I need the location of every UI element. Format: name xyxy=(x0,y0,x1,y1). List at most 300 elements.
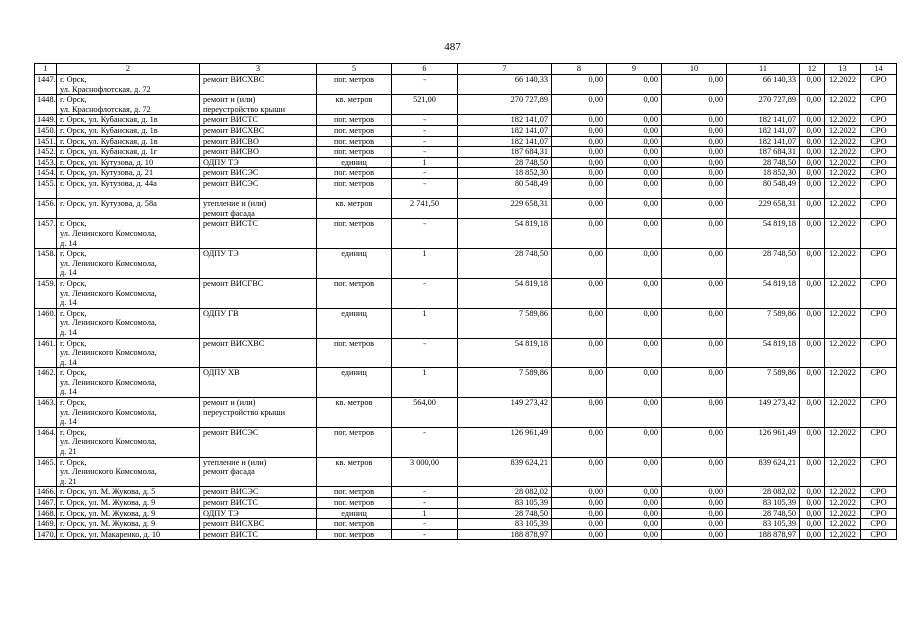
cost-cell: 0,00 xyxy=(662,308,727,338)
quantity-cell: - xyxy=(392,219,458,249)
period-cell: 12.2022 xyxy=(825,487,861,498)
cost-cell: 83 105,39 xyxy=(727,498,800,509)
column-header: 1 xyxy=(35,64,57,75)
total-cost-cell: 28 748,50 xyxy=(458,249,552,279)
work-type-cell xyxy=(200,125,317,136)
period-cell: 12.2022 xyxy=(825,125,861,136)
row-number: 1470. xyxy=(35,529,57,540)
work-type-cell xyxy=(200,219,317,249)
work-type-cell xyxy=(200,427,317,457)
address-cell-line: д. 21 xyxy=(60,476,77,486)
work-type-cell xyxy=(200,157,317,168)
address-cell xyxy=(57,529,200,540)
table-row xyxy=(35,487,897,498)
row-number: 1450. xyxy=(35,125,57,136)
total-cost-cell: 83 105,39 xyxy=(458,498,552,509)
cost-cell: 0,00 xyxy=(662,125,727,136)
address-cell-line: г. Орск, xyxy=(60,368,87,378)
work-type-cell-line: ОДПУ ТЭ xyxy=(203,508,239,518)
cost-cell: 0,00 xyxy=(552,368,607,398)
period-cell: 12.2022 xyxy=(825,457,861,487)
unit-cell: кв. метров xyxy=(317,398,392,428)
cost-cell: 0,00 xyxy=(662,508,727,519)
funding-cell: СРО xyxy=(861,219,897,249)
quantity-cell: 1 xyxy=(392,249,458,279)
cost-cell: 0,00 xyxy=(662,498,727,509)
address-cell-line: д. 14 xyxy=(60,298,77,308)
cost-cell: 7 589,86 xyxy=(727,308,800,338)
address-cell-line: г. Орск, xyxy=(60,398,87,408)
work-type-cell-line: ремонт ВИСХВС xyxy=(203,338,265,348)
address-cell xyxy=(57,199,200,219)
cost-cell: 0,00 xyxy=(607,278,662,308)
work-type-cell-line: ремонт ВИСТС xyxy=(203,115,259,125)
work-type-cell xyxy=(200,75,317,95)
period-cell: 12.2022 xyxy=(825,278,861,308)
table-row xyxy=(35,498,897,509)
period-cell: 12.2022 xyxy=(825,498,861,509)
cost-cell: 0,00 xyxy=(607,308,662,338)
address-cell-line: д. 14 xyxy=(60,417,77,427)
cost-cell: 0,00 xyxy=(552,529,607,540)
address-cell-line: ул. Краснофлотская, д. 72 xyxy=(60,84,151,94)
table-row xyxy=(35,508,897,519)
cost-cell: 0,00 xyxy=(607,75,662,95)
unit-cell: кв. метров xyxy=(317,457,392,487)
cost-cell: 0,00 xyxy=(552,508,607,519)
cost-cell: 0,00 xyxy=(552,457,607,487)
period-cell: 12.2022 xyxy=(825,199,861,219)
table-row xyxy=(35,115,897,126)
cost-cell: 0,00 xyxy=(800,115,825,126)
cost-cell: 188 878,97 xyxy=(727,529,800,540)
address-cell xyxy=(57,157,200,168)
work-type-cell-line: утепление и (или) xyxy=(203,457,267,467)
address-cell-line: д. 14 xyxy=(60,387,77,397)
cost-cell: 0,00 xyxy=(552,398,607,428)
cost-cell: 182 141,07 xyxy=(727,125,800,136)
cost-cell: 66 140,33 xyxy=(727,75,800,95)
address-cell xyxy=(57,498,200,509)
address-cell xyxy=(57,487,200,498)
quantity-cell: 3 000,00 xyxy=(392,457,458,487)
address-cell-line: г. Орск, xyxy=(60,75,87,84)
total-cost-cell: 66 140,33 xyxy=(458,75,552,95)
period-cell: 12.2022 xyxy=(825,75,861,95)
cost-cell: 0,00 xyxy=(552,308,607,338)
cost-cell: 0,00 xyxy=(662,368,727,398)
total-cost-cell: 839 624,21 xyxy=(458,457,552,487)
address-cell-line: г. Орск, ул. М. Жукова, д. 5 xyxy=(60,487,156,497)
work-type-cell-line: ремонт ВИСЭС xyxy=(203,427,259,437)
work-type-cell-line: ремонт ВИСЭС xyxy=(203,168,259,178)
address-cell-line: г. Орск, ул. Кутузова, д. 44а xyxy=(60,178,157,188)
address-cell xyxy=(57,178,200,198)
row-number: 1447. xyxy=(35,75,57,95)
work-type-cell xyxy=(200,115,317,126)
total-cost-cell: 28 748,50 xyxy=(458,508,552,519)
column-header: 14 xyxy=(861,64,897,75)
cost-cell: 0,00 xyxy=(552,498,607,509)
unit-cell: единиц xyxy=(317,368,392,398)
cost-cell: 0,00 xyxy=(552,219,607,249)
row-number: 1454. xyxy=(35,168,57,179)
cost-cell: 0,00 xyxy=(552,115,607,126)
total-cost-cell: 7 589,86 xyxy=(458,308,552,338)
cost-cell: 0,00 xyxy=(607,398,662,428)
cost-cell: 0,00 xyxy=(800,249,825,279)
total-cost-cell: 149 273,42 xyxy=(458,398,552,428)
work-type-cell-line: ремонт и (или) xyxy=(203,398,256,408)
address-cell xyxy=(57,368,200,398)
address-cell-line: г. Орск, xyxy=(60,249,87,259)
address-cell-line: г. Орск, xyxy=(60,219,87,229)
table-row xyxy=(35,278,897,308)
work-type-cell-line: ОДПУ ГВ xyxy=(203,308,239,318)
address-cell-line: г. Орск, xyxy=(60,95,87,105)
funding-cell: СРО xyxy=(861,427,897,457)
quantity-cell: - xyxy=(392,125,458,136)
address-cell-line: г. Орск, ул. Кубанская, д. 1в xyxy=(60,136,158,146)
cost-cell: 0,00 xyxy=(607,157,662,168)
row-number: 1461. xyxy=(35,338,57,368)
address-cell-line xyxy=(60,189,196,199)
unit-cell: пог. метров xyxy=(317,427,392,457)
unit-cell: пог. метров xyxy=(317,115,392,126)
address-cell xyxy=(57,115,200,126)
total-cost-cell: 7 589,86 xyxy=(458,368,552,398)
cost-cell: 7 589,86 xyxy=(727,368,800,398)
row-number: 1459. xyxy=(35,278,57,308)
cost-cell: 229 658,31 xyxy=(727,199,800,219)
address-cell-line: д. 14 xyxy=(60,238,77,248)
funding-cell: СРО xyxy=(861,75,897,95)
column-header: 13 xyxy=(825,64,861,75)
quantity-cell: 1 xyxy=(392,157,458,168)
cost-cell: 0,00 xyxy=(662,249,727,279)
quantity-cell: - xyxy=(392,168,458,179)
cost-cell: 28 748,50 xyxy=(727,508,800,519)
repair-program-table xyxy=(34,63,897,540)
address-cell xyxy=(57,508,200,519)
cost-cell: 0,00 xyxy=(800,457,825,487)
row-number: 1460. xyxy=(35,308,57,338)
unit-cell: пог. метров xyxy=(317,529,392,540)
column-header: 8 xyxy=(552,64,607,75)
work-type-cell xyxy=(200,398,317,428)
cost-cell: 0,00 xyxy=(662,157,727,168)
row-number: 1465. xyxy=(35,457,57,487)
address-cell-line: ул. Ленинского Комсомола, xyxy=(60,437,157,447)
table-row xyxy=(35,199,897,219)
column-header: 3 xyxy=(200,64,317,75)
cost-cell: 83 105,39 xyxy=(727,519,800,530)
work-type-cell xyxy=(200,368,317,398)
quantity-cell: 1 xyxy=(392,308,458,338)
table-row xyxy=(35,427,897,457)
address-cell xyxy=(57,136,200,147)
address-cell-line: ул. Ленинского Комсомола, xyxy=(60,348,157,358)
cost-cell: 0,00 xyxy=(552,199,607,219)
row-number: 1469. xyxy=(35,519,57,530)
cost-cell: 0,00 xyxy=(607,338,662,368)
cost-cell: 0,00 xyxy=(662,427,727,457)
total-cost-cell: 229 658,31 xyxy=(458,199,552,219)
work-type-cell-line: ремонт ВИСХВС xyxy=(203,125,265,135)
total-cost-cell: 187 684,31 xyxy=(458,147,552,158)
table-row xyxy=(35,249,897,279)
address-cell-line: г. Орск, ул. Кутузова, д. 58а xyxy=(60,199,157,209)
work-type-cell-line: ремонт ВИСХВС xyxy=(203,519,265,529)
total-cost-cell: 28 748,50 xyxy=(458,157,552,168)
work-type-cell xyxy=(200,519,317,530)
cost-cell: 187 684,31 xyxy=(727,147,800,158)
work-type-cell xyxy=(200,147,317,158)
cost-cell: 0,00 xyxy=(607,487,662,498)
work-type-cell xyxy=(200,95,317,115)
work-type-cell-line: ремонт ВИСГВС xyxy=(203,278,264,288)
cost-cell: 28 748,50 xyxy=(727,249,800,279)
cost-cell: 0,00 xyxy=(662,136,727,147)
work-type-cell xyxy=(200,308,317,338)
cost-cell: 0,00 xyxy=(607,136,662,147)
table-row xyxy=(35,398,897,428)
cost-cell: 0,00 xyxy=(552,278,607,308)
cost-cell: 0,00 xyxy=(662,529,727,540)
period-cell: 12.2022 xyxy=(825,338,861,368)
cost-cell: 0,00 xyxy=(800,278,825,308)
total-cost-cell: 182 141,07 xyxy=(458,125,552,136)
cost-cell: 0,00 xyxy=(800,147,825,158)
cost-cell: 182 141,07 xyxy=(727,115,800,126)
address-cell-line: г. Орск, ул. М. Жукова, д. 9 xyxy=(60,519,156,529)
unit-cell: пог. метров xyxy=(317,498,392,509)
period-cell: 12.2022 xyxy=(825,519,861,530)
unit-cell: пог. метров xyxy=(317,519,392,530)
cost-cell: 0,00 xyxy=(800,125,825,136)
row-number: 1462. xyxy=(35,368,57,398)
period-cell: 12.2022 xyxy=(825,136,861,147)
work-type-cell-line: утепление и (или) xyxy=(203,199,267,209)
cost-cell: 0,00 xyxy=(607,508,662,519)
work-type-cell-line: ремонт фасада xyxy=(203,208,255,218)
unit-cell: пог. метров xyxy=(317,75,392,95)
cost-cell: 28 082,02 xyxy=(727,487,800,498)
row-number: 1452. xyxy=(35,147,57,158)
funding-cell: СРО xyxy=(861,157,897,168)
cost-cell: 0,00 xyxy=(662,178,727,198)
table-row xyxy=(35,338,897,368)
total-cost-cell: 80 548,49 xyxy=(458,178,552,198)
work-type-cell xyxy=(200,136,317,147)
address-cell xyxy=(57,249,200,279)
unit-cell: кв. метров xyxy=(317,199,392,219)
funding-cell: СРО xyxy=(861,368,897,398)
cost-cell: 0,00 xyxy=(607,427,662,457)
cost-cell: 0,00 xyxy=(552,95,607,115)
quantity-cell: 2 741,50 xyxy=(392,199,458,219)
address-cell-line: г. Орск, ул. Кубанская, д. 1в xyxy=(60,125,158,135)
cost-cell: 0,00 xyxy=(552,75,607,95)
cost-cell: 54 819,18 xyxy=(727,278,800,308)
work-type-cell xyxy=(200,338,317,368)
work-type-cell xyxy=(200,487,317,498)
cost-cell: 0,00 xyxy=(607,519,662,530)
cost-cell: 0,00 xyxy=(607,219,662,249)
cost-cell: 0,00 xyxy=(607,368,662,398)
row-number: 1449. xyxy=(35,115,57,126)
address-cell-line: ул. Ленинского Комсомола, xyxy=(60,377,157,387)
quantity-cell: - xyxy=(392,278,458,308)
address-cell xyxy=(57,398,200,428)
cost-cell: 149 273,42 xyxy=(727,398,800,428)
column-header: 7 xyxy=(458,64,552,75)
column-header: 12 xyxy=(800,64,825,75)
cost-cell: 839 624,21 xyxy=(727,457,800,487)
address-cell-line: д. 14 xyxy=(60,357,77,367)
total-cost-cell: 28 082,02 xyxy=(458,487,552,498)
work-type-cell-line: ремонт фасада xyxy=(203,467,255,477)
address-cell-line: ул. Ленинского Комсомола, xyxy=(60,467,157,477)
total-cost-cell: 270 727,89 xyxy=(458,95,552,115)
quantity-cell: - xyxy=(392,487,458,498)
address-cell-line: г. Орск, ул. М. Жукова, д. 9 xyxy=(60,498,156,508)
address-cell-line: д. 14 xyxy=(60,327,77,337)
address-cell-line: ул. Ленинского Комсомола, xyxy=(60,258,157,268)
unit-cell: пог. метров xyxy=(317,219,392,249)
row-number: 1455. xyxy=(35,178,57,198)
work-type-cell-line: ремонт ВИСТС xyxy=(203,498,259,508)
unit-cell: пог. метров xyxy=(317,125,392,136)
row-number: 1456. xyxy=(35,199,57,219)
cost-cell: 126 961,49 xyxy=(727,427,800,457)
total-cost-cell: 54 819,18 xyxy=(458,338,552,368)
row-number: 1453. xyxy=(35,157,57,168)
period-cell: 12.2022 xyxy=(825,219,861,249)
work-type-cell-line: ОДПУ ТЭ xyxy=(203,249,239,259)
funding-cell: СРО xyxy=(861,95,897,115)
table-row xyxy=(35,308,897,338)
table-row xyxy=(35,147,897,158)
cost-cell: 270 727,89 xyxy=(727,95,800,115)
period-cell: 12.2022 xyxy=(825,529,861,540)
quantity-cell: - xyxy=(392,427,458,457)
table-header xyxy=(35,64,897,75)
period-cell: 12.2022 xyxy=(825,398,861,428)
period-cell: 12.2022 xyxy=(825,95,861,115)
work-type-cell-line: ремонт и (или) xyxy=(203,95,256,105)
column-header: 11 xyxy=(727,64,800,75)
column-header: 5 xyxy=(317,64,392,75)
work-type-cell xyxy=(200,498,317,509)
unit-cell: пог. метров xyxy=(317,136,392,147)
cost-cell: 80 548,49 xyxy=(727,178,800,198)
cost-cell: 0,00 xyxy=(662,278,727,308)
address-cell-line: г. Орск, ул. Кутузова, д. 21 xyxy=(60,168,154,178)
address-cell xyxy=(57,338,200,368)
work-type-cell-line: ремонт ВИСТС xyxy=(203,219,259,229)
total-cost-cell: 182 141,07 xyxy=(458,136,552,147)
address-cell xyxy=(57,308,200,338)
quantity-cell: - xyxy=(392,338,458,368)
row-number: 1464. xyxy=(35,427,57,457)
total-cost-cell: 188 878,97 xyxy=(458,529,552,540)
unit-cell: единиц xyxy=(317,508,392,519)
unit-cell: единиц xyxy=(317,249,392,279)
work-type-cell-line: переустройство крыши xyxy=(203,104,286,114)
unit-cell: пог. метров xyxy=(317,487,392,498)
row-number: 1463. xyxy=(35,398,57,428)
address-cell-line: ул. Ленинского Комсомола, xyxy=(60,288,157,298)
address-cell xyxy=(57,278,200,308)
work-type-cell-line: ремонт ВИСВО xyxy=(203,136,259,146)
unit-cell: пог. метров xyxy=(317,178,392,198)
cost-cell: 28 748,50 xyxy=(727,157,800,168)
cost-cell: 54 819,18 xyxy=(727,219,800,249)
address-cell-line: г. Орск, ул. Кубанская, д. 1г xyxy=(60,147,158,157)
work-type-cell xyxy=(200,278,317,308)
address-cell-line: г. Орск, ул. Кутузова, д. 10 xyxy=(60,157,154,167)
cost-cell: 0,00 xyxy=(662,147,727,158)
address-cell xyxy=(57,125,200,136)
cost-cell: 0,00 xyxy=(662,398,727,428)
cost-cell: 0,00 xyxy=(662,338,727,368)
funding-cell: СРО xyxy=(861,199,897,219)
table-body xyxy=(35,75,897,540)
funding-cell: СРО xyxy=(861,178,897,198)
cost-cell: 0,00 xyxy=(800,95,825,115)
period-cell: 12.2022 xyxy=(825,178,861,198)
cost-cell: 0,00 xyxy=(552,168,607,179)
cost-cell: 0,00 xyxy=(607,498,662,509)
cost-cell: 0,00 xyxy=(800,487,825,498)
work-type-cell-line: ремонт ВИСВО xyxy=(203,147,259,157)
quantity-cell: - xyxy=(392,178,458,198)
address-cell xyxy=(57,427,200,457)
cost-cell: 0,00 xyxy=(607,249,662,279)
cost-cell: 0,00 xyxy=(662,457,727,487)
cost-cell: 0,00 xyxy=(607,115,662,126)
period-cell: 12.2022 xyxy=(825,508,861,519)
cost-cell: 0,00 xyxy=(800,136,825,147)
cost-cell: 0,00 xyxy=(552,157,607,168)
table-row xyxy=(35,136,897,147)
address-cell-line: г. Орск, xyxy=(60,308,87,318)
total-cost-cell: 54 819,18 xyxy=(458,278,552,308)
row-number: 1448. xyxy=(35,95,57,115)
cost-cell: 0,00 xyxy=(607,178,662,198)
cost-cell: 0,00 xyxy=(662,219,727,249)
work-type-cell xyxy=(200,457,317,487)
work-type-cell-line: ремонт ВИСЭС xyxy=(203,178,259,188)
address-cell-line: г. Орск, xyxy=(60,427,87,437)
quantity-cell: 564,00 xyxy=(392,398,458,428)
period-cell: 12.2022 xyxy=(825,427,861,457)
cost-cell: 0,00 xyxy=(662,199,727,219)
cost-cell: 0,00 xyxy=(607,147,662,158)
address-cell-line: г. Орск, ул. Макаренко, д. 10 xyxy=(60,529,161,539)
address-cell-line: г. Орск, ул. М. Жукова, д. 9 xyxy=(60,508,156,518)
table-row xyxy=(35,157,897,168)
cost-cell: 0,00 xyxy=(662,168,727,179)
unit-cell: пог. метров xyxy=(317,338,392,368)
period-cell: 12.2022 xyxy=(825,115,861,126)
cost-cell: 0,00 xyxy=(800,508,825,519)
unit-cell: кв. метров xyxy=(317,95,392,115)
cost-cell: 0,00 xyxy=(607,199,662,219)
address-cell-line: г. Орск, xyxy=(60,278,87,288)
cost-cell: 0,00 xyxy=(607,457,662,487)
